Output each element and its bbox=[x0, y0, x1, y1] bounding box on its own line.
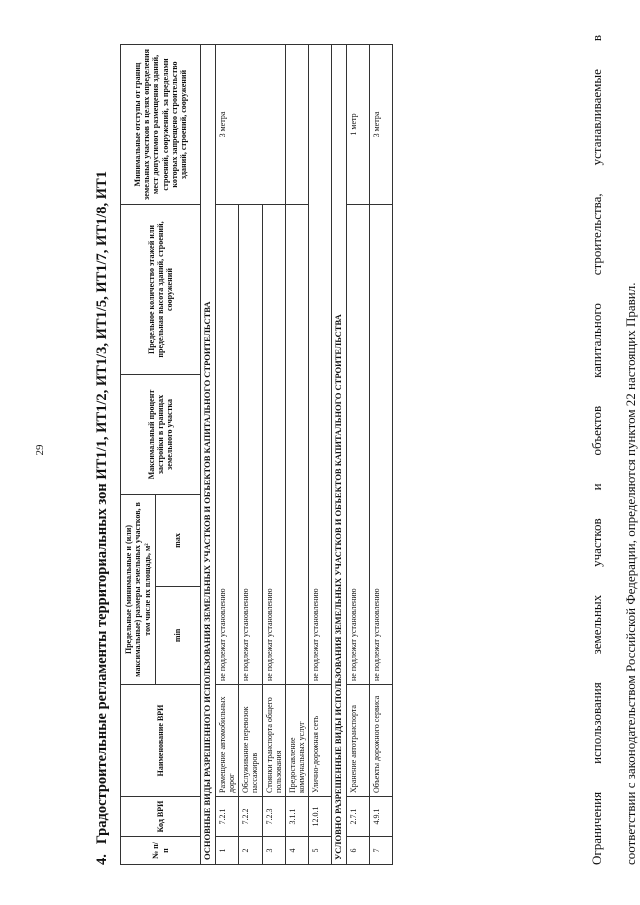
row-num: 1 bbox=[215, 837, 238, 865]
restrictions-paragraph bbox=[580, 35, 640, 865]
row-limit: не подлежат установлению bbox=[309, 45, 332, 685]
row-setback-main: 3 метра bbox=[215, 45, 285, 205]
header-name: Наименование ВРИ bbox=[121, 685, 201, 797]
section-row-conditional bbox=[332, 45, 347, 865]
row-num: 4 bbox=[285, 837, 308, 865]
row-code: 2.7.1 bbox=[347, 797, 370, 837]
row-code: 3.1.1 bbox=[285, 797, 308, 837]
section-row-main bbox=[201, 45, 216, 865]
table-row bbox=[347, 45, 370, 865]
row-num: 5 bbox=[309, 837, 332, 865]
row-name: Стоянки транспорта общего пользования bbox=[262, 685, 285, 797]
heading-number: 4. bbox=[94, 854, 110, 865]
header-percent: Максимальный процент застройки в границах земельного участка bbox=[121, 375, 201, 495]
row-limit bbox=[285, 205, 308, 685]
heading-title: Градостроительные регламенты территориальных зон ИТ1/1, ИТ1/2, ИТ1/3, ИТ1/5, ИТ1/7, ИТ1/8, ИТ1 bbox=[94, 171, 110, 845]
row-code: 4.9.1 bbox=[370, 797, 393, 837]
table-row bbox=[309, 45, 332, 865]
header-num: № п/п bbox=[121, 837, 201, 865]
header-max: max bbox=[156, 495, 201, 587]
section-heading bbox=[94, 45, 111, 865]
page-number: 29 bbox=[34, 444, 46, 456]
row-setback: 1 метр bbox=[347, 45, 370, 205]
row-num: 2 bbox=[239, 837, 262, 865]
row-num: 7 bbox=[370, 837, 393, 865]
row-limit: не подлежат установлению bbox=[215, 205, 238, 685]
paragraph-line-2: соответствии с законодательством Российской Федерации, определяются пунктом 22 настоящих Правил. bbox=[623, 282, 638, 865]
header-setbacks: Минимальные отступы от границ земельных участков в целях определения мест допустимого размещения зданий, строений, сооружений, за пределами которых запрещено строительство зданий, строений, сооружений bbox=[121, 45, 201, 205]
table-row bbox=[285, 45, 308, 865]
table-header-row bbox=[121, 45, 156, 865]
row-code: 7.2.3 bbox=[262, 797, 285, 837]
table-row bbox=[370, 45, 393, 865]
section-title-main: ОСНОВНЫЕ ВИДЫ РАЗРЕШЕННОГО ИСПОЛЬЗОВАНИЯ ЗЕМЕЛЬНЫХ УЧАСТКОВ И ОБЪЕКТОВ КАПИТАЛЬНОГО СТРОИТЕЛЬСТВА bbox=[201, 45, 216, 865]
row-limit: не подлежат установлению bbox=[347, 205, 370, 685]
header-size: Предельные (минимальные и (или) максимальные) размеры земельных участков, в том числе их площадь, м² bbox=[121, 495, 156, 685]
row-name: Хранение автотранспорта bbox=[347, 685, 370, 797]
zoning-regulations-table bbox=[120, 44, 393, 865]
row-name: Улично-дорожная сеть bbox=[309, 685, 332, 797]
row-limit: не подлежат установлению bbox=[262, 205, 285, 685]
paragraph-line-1: Ограничения использования земельных участков и объектов капитального строительства, устанавливаемые в bbox=[589, 35, 604, 865]
row-code: 7.2.1 bbox=[215, 797, 238, 837]
table-row bbox=[215, 45, 238, 865]
header-code: Код ВРИ bbox=[121, 797, 201, 837]
row-setback: 3 метра bbox=[370, 45, 393, 205]
row-name: Обслуживание перевозок пассажиров bbox=[239, 685, 262, 797]
row-name: Объекты дорожного сервиса bbox=[370, 685, 393, 797]
row-setback bbox=[285, 45, 308, 205]
row-num: 3 bbox=[262, 837, 285, 865]
row-name: Предоставление коммунальных услуг bbox=[285, 685, 308, 797]
row-code: 12.0.1 bbox=[309, 797, 332, 837]
header-min: min bbox=[156, 587, 201, 685]
row-limit: не подлежат установлению bbox=[370, 205, 393, 685]
row-code: 7.2.2 bbox=[239, 797, 262, 837]
header-floors: Предельное количество этажей или предельная высота зданий, строений, сооружений bbox=[121, 205, 201, 375]
row-name: Размещение автомобильных дорог bbox=[215, 685, 238, 797]
row-num: 6 bbox=[347, 837, 370, 865]
row-limit: не подлежат установлению bbox=[239, 205, 262, 685]
section-title-conditional: УСЛОВНО РАЗРЕШЕННЫЕ ВИДЫ ИСПОЛЬЗОВАНИЯ ЗЕМЕЛЬНЫХ УЧАСТКОВ И ОБЪЕКТОВ КАПИТАЛЬНОГО СТРОИТЕЛЬСТВА bbox=[332, 45, 347, 865]
